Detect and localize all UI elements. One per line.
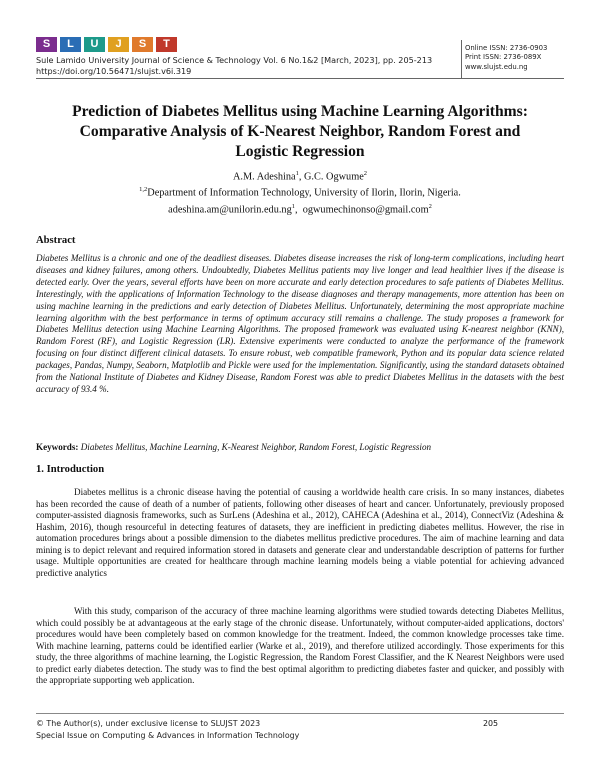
author-emails: $adeshina.am@unilorin.edu.ng^1$, ogwumechinonso@gmail.com$^2$ — [168, 202, 432, 216]
affiliation-text: Department of Information Technology, University of Ilorin, Ilorin, Nigeria. — [147, 187, 461, 199]
page-number: 205 — [483, 719, 499, 728]
author-2: G.C. Ogwume — [304, 171, 364, 183]
abstract-text: Diabetes Mellitus is a chronic and one of the deadliest diseases. Diabetes disease increases the risk of long-term complications, including heart diseases and kidney failures, among others. Undoubtedly, Diabetes Mellitus patients may live longer and lead healthier lives if the disease is detected early. Over the years, several efforts have been on more accurate and early detection procedures to safe patients of Diabetes Mellitus. Interestingly, with the applications of Information Technology to the disease diagnoses and therapy managements, more attention has been on using machine learning in the predictions and early detection of Diabetes Mellitus. Unfortunately, determining the most appropriate machine learning algorithm with the best performance in terms of optimum accuracy still remains a challenge. The study proposes a framework for Diabetes Mellitus detection using Machine Learning Algorithms. The proposed framework was evaluated using K-nearest neighbor (KNN), Random Forest (RF), and Logistic Regression (LR). Extensive experiments were conducted to analyze the performance of the framework focusing on four distinct different clinical datasets. To ensure robust, web compatible framework, Python and its popular data science related packages, Pandas, Numpy, Seaborn, Matplotlib and Pickle were used for the implementation. Significantly, using the standard datasets obtained from the National Institute of Diabetes and Kidney Disease, Random Forest was able to predict Diabetes Mellitus in the datasets with the best accuracy of 93.4 %. — [36, 253, 564, 394]
logo-letter-l: L — [60, 37, 81, 52]
keywords — [36, 442, 564, 452]
journal-citation: Sule Lamido University Journal of Science & Technology Vol. 6 No.1&2 [March, 2023], pp. 205-213 — [36, 55, 433, 65]
author-1-sup: 1 — [295, 170, 299, 177]
author-separator: , — [298, 171, 304, 183]
author-names — [60, 167, 540, 183]
keywords-label: Keywords: — [36, 442, 79, 452]
intro-paragraph-2: With this study, comparison of the accuracy of three machine learning algorithms were studied towards detecting Diabetes Mellitus, which could possibly be at advantageous at the early stage of the chronic disease. Unfortunately, without computer-aided applications, doctors' procedures would have been completely based on common knowledge for the treatment. Indeed, the common knowledge processes take time. With machine learning, patterns could be identified earlier (Warke et al., 2019), and therefore utilized accordingly. Those experiments for this study, the three algorithms of machine learning, the Logistic Regression, the Random Forest Classifier, and the K Nearest Neighbors were used to predict early diabetes detection. The study was to find the best optimal algorithm to predicting diabetes faster and quicker, and possibly with the appropriate supporting web application. — [36, 606, 564, 685]
logo-letter-u: U — [84, 37, 105, 52]
affiliation-sup: 1,2 — [139, 186, 148, 194]
online-issn: Online ISSN: 2736-0903 — [465, 44, 548, 52]
email-1[interactable]: adeshina.am@unilorin.edu.ng — [168, 204, 292, 216]
logo-letter-j: J — [108, 37, 129, 52]
journal-logo — [36, 37, 180, 52]
journal-info — [36, 55, 432, 77]
logo-letter-s1: S — [36, 37, 57, 52]
journal-website[interactable]: www.slujst.edu.ng — [465, 62, 528, 71]
logo-letter-t: T — [156, 37, 177, 52]
introduction-heading: 1. Introduction — [36, 464, 105, 475]
affiliation — [60, 183, 540, 199]
logo-letter-s2: S — [132, 37, 153, 52]
author-block — [60, 167, 540, 216]
footer-divider — [36, 713, 564, 714]
paper-title: Prediction of Diabetes Mellitus using Machine Learning Algorithms: Comparative Analysis of K-Nearest Neighbor, Random Forest and Logistic Regression — [72, 103, 528, 160]
footer-copyright: © The Author(s), under exclusive license to SLUJST 2023 — [36, 719, 261, 728]
abstract-heading: Abstract — [36, 235, 76, 246]
footer-special-issue: Special Issue on Computing & Advances in Information Technology — [36, 731, 300, 740]
author-1: A.M. Adeshina — [232, 171, 296, 183]
print-issn: Print ISSN: 2736-089X — [465, 53, 542, 62]
email-1-sup: 1 — [291, 202, 295, 210]
header-divider — [36, 78, 564, 79]
doi-link[interactable]: https://doi.org/10.56471/slujst.v6i.319 — [36, 66, 192, 76]
issn-info — [465, 44, 547, 72]
intro-paragraph-1: Diabetes mellitus is a chronic disease having the potential of causing a worldwide health care crisis. In so many instances, diabetes has been recorded the cause of death of a number of patients, following other diseases of heart and cancer. Unfortunately, previously proposed computer-assisted diagnosis frameworks, such as SurLens (Adeshina et al., 2012), CAHECA (Adeshina et al., 2014), ConnectViz (Adeshina & Hashim, 2016), though resourceful in detecting features of datasets, they are inefficient in predicting diabetes mellitus. However, the rise in automation procedures brings about a possible dimension to the diabetes mellitus predictive procedures. The aim of machine learning and data mining is to depict relevant and required information stored in datasets and generate clear and understandable description of patterns for further usage. Multiple opportunities are created for healthcare through machine learning models being a viable potential for achieving advanced predictive analytics — [36, 487, 564, 578]
keywords-text: Diabetes Mellitus, Machine Learning, K-Nearest Neighbor, Random Forest, Logistic Regression — [80, 442, 432, 452]
email-2-sup: 2 — [428, 202, 432, 210]
author-2-sup: 2 — [363, 170, 368, 177]
email-2[interactable]: ogwumechinonso@gmail.com — [302, 204, 429, 216]
header-divider-vertical — [461, 40, 462, 78]
